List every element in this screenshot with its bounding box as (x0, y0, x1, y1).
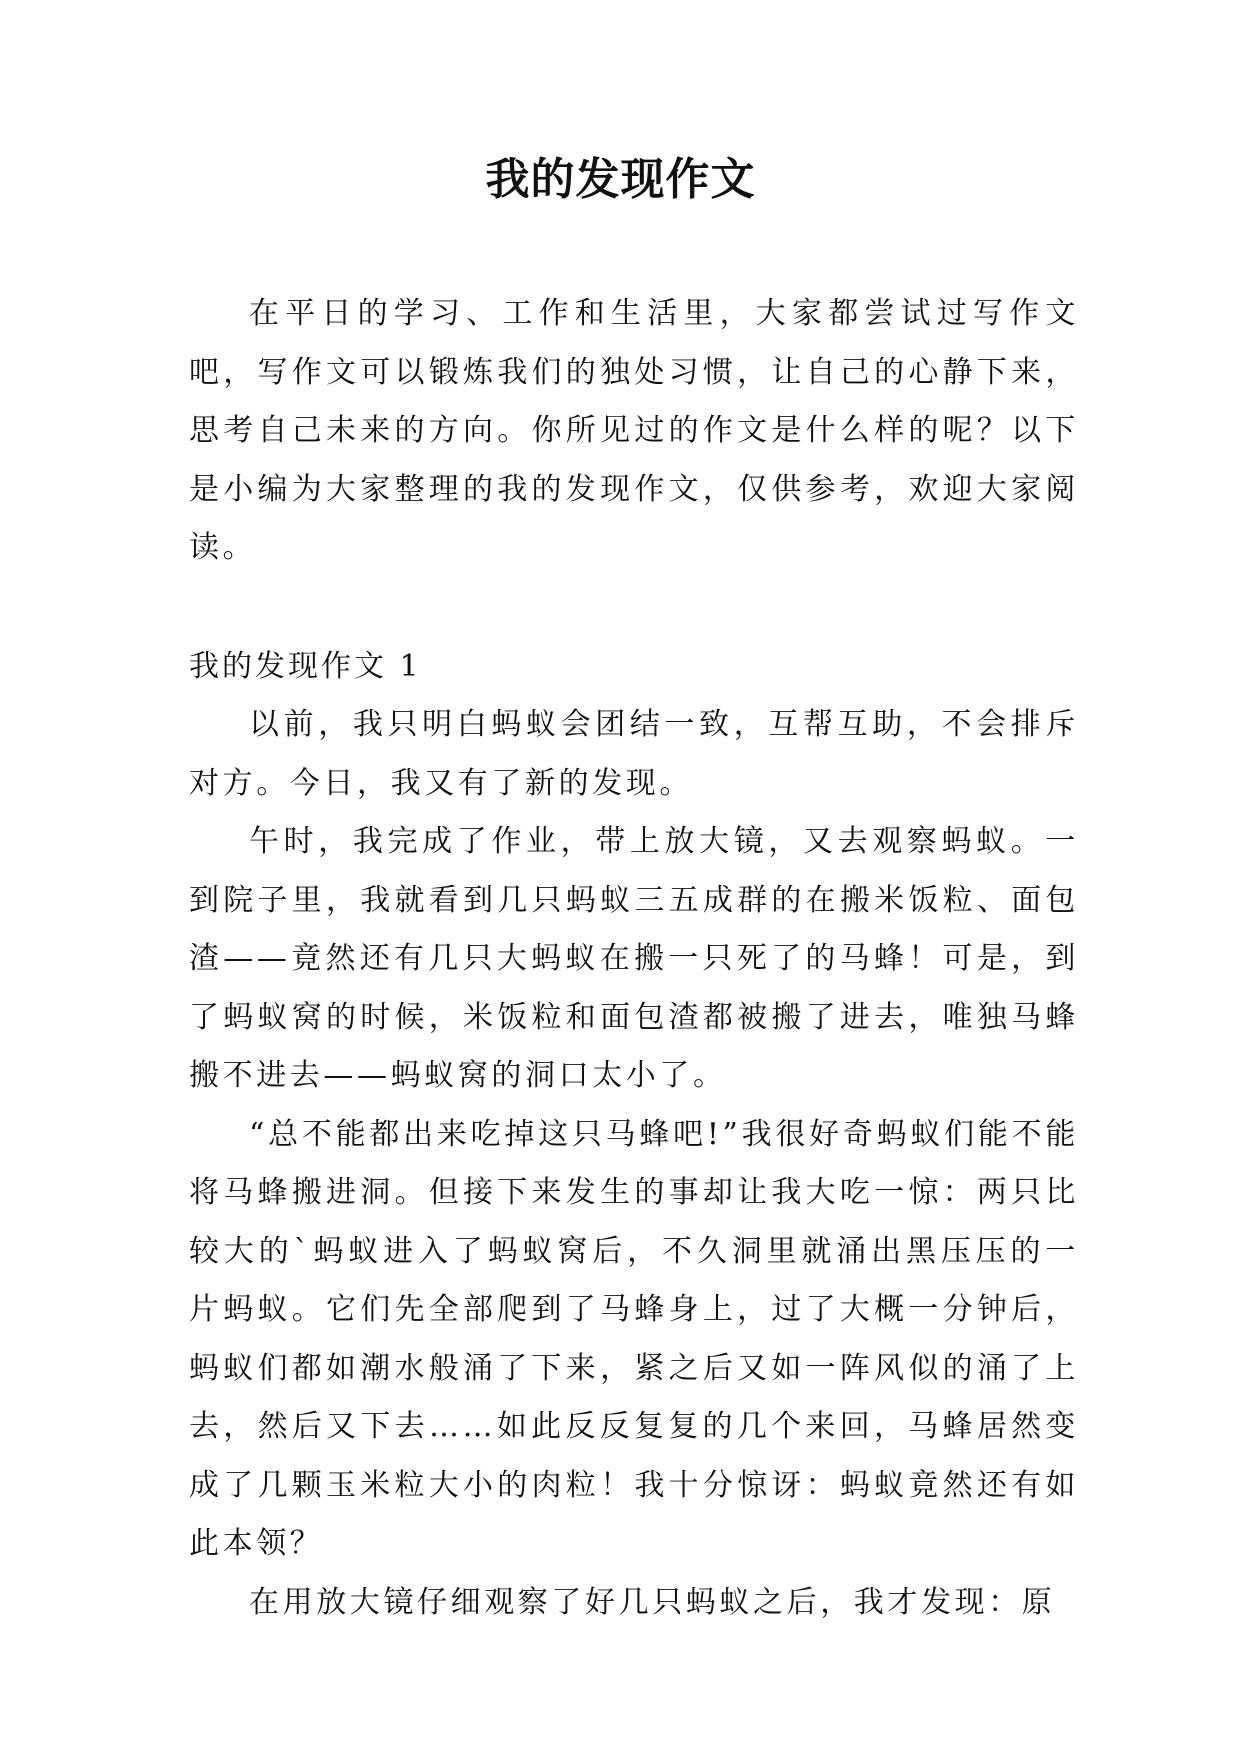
section-heading: 我的发现作文 1 (189, 648, 422, 684)
document-body (189, 285, 1079, 1632)
document-title: 我的发现作文 (485, 154, 756, 205)
body-paragraph: 午时，我完成了作业，带上放大镜，又去观察蚂蚁。一到院子里，我就看到几只蚂蚁三五成群的在搬米饭粒、面包渣——竟然还有几只大蚂蚁在搬一只死了的马蜂！可是，到了蚂蚁窝的时候，米饭粒和面包渣都被搬了进去，唯独马蜂搬不进去——蚂蚁窝的洞口太小了。 (189, 824, 1079, 1093)
body-paragraph: 在用放大镜仔细观察了好几只蚂蚁之后，我才发现：原 (249, 1584, 1056, 1620)
body-paragraph: “总不能都出来吃掉这只马蜂吧!”我很好奇蚂蚁们能不能将马蜂搬进洞。但接下来发生的事却让我大吃一惊：两只比较大的`蚂蚁进入了蚂蚁窝后，不久洞里就涌出黑压压的一片蚂蚁。它们先全部爬到了马蜂身上，过了大概一分钟后，蚂蚁们都如潮水般涌了下来，紧之后又如一阵风似的涌了上去，然后又下去……如此反反复复的几个来回，马蜂居然变成了几颗玉米粒大小的肉粒！我十分惊讶：蚂蚁竟然还有如此本领？ (189, 1116, 1079, 1561)
body-paragraph: 以前，我只明白蚂蚁会团结一致，互帮互助，不会排斥对方。今日，我又有了新的发现。 (189, 707, 1079, 801)
intro-paragraph: 在平日的学习、工作和生活里，大家都尝试过写作文吧，写作文可以锻炼我们的独处习惯，让自己的心静下来，思考自己未来的方向。你所见过的作文是什么样的呢？以下是小编为大家整理的我的发现作文，仅供参考，欢迎大家阅读。 (189, 296, 1079, 565)
